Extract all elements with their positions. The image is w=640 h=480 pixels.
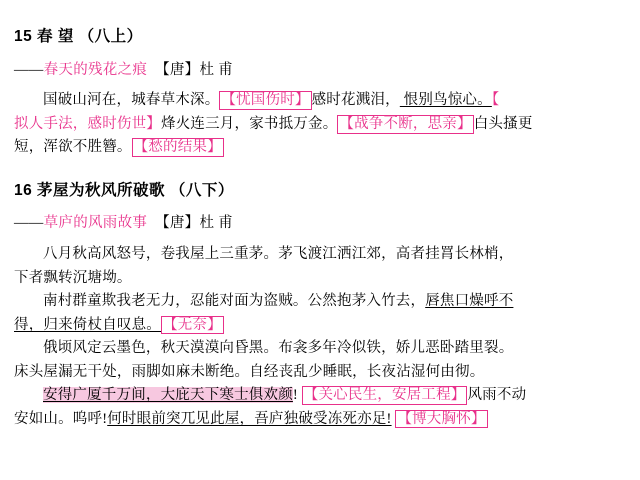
text-run: 床头屋漏无干处，雨脚如麻未断绝。自经丧乱少睡眠，长夜沾湿何由彻。 [14, 363, 485, 380]
poem-line [14, 113, 626, 136]
text-run: 城春草木深。 [131, 92, 220, 109]
poem-block-2 [0, 182, 640, 431]
poem-line [14, 89, 626, 112]
poem-body-2 [14, 243, 626, 431]
poem-line [14, 384, 626, 407]
underlined-text: 得，归来倚杖自叹息。 [14, 316, 161, 333]
poem-subtitle-1 [14, 61, 626, 80]
text-run: 白头搔更 [473, 115, 533, 132]
subtitle-dash-1: —— [14, 61, 44, 78]
annotation-tag: 【忧国伤时】 [221, 92, 310, 109]
text-run: 俄顷风定云墨色，秋天漠漠向昏黑。布衾多年冷似铁，娇儿恶卧踏里裂。 [43, 340, 514, 357]
underlined-text: 恨别鸟惊心。 [399, 92, 492, 109]
poem-title-1: 15 春 望 （八上） [14, 28, 143, 45]
poem-line [14, 337, 626, 360]
text-run: 八月秋高风怒号，卷我屋上三重茅。茅飞渡江洒江郊，高者挂罥长林梢， [43, 246, 514, 263]
poem-line [14, 136, 626, 159]
poem-line [14, 408, 626, 431]
poem-line [14, 290, 626, 313]
text-run: 下者飘转沉塘坳。 [14, 269, 132, 286]
annotation-tag: 【博大胸怀】 [397, 410, 486, 427]
subtitle-theme-2: 草庐的风雨故事 [43, 215, 148, 232]
underlined-text: 唇焦口燥呼不 [425, 293, 514, 310]
subtitle-dash-2: —— [14, 215, 44, 232]
poem-line [14, 267, 626, 290]
annotation-tag: 拟人手法，感时伤世】 [14, 115, 161, 132]
text-run: 烽火连三月，家书抵万金。 [161, 115, 338, 132]
annotation-tag: 【无奈】 [163, 316, 222, 333]
poem-author-1: 【唐】杜 甫 [155, 61, 234, 78]
poem-body-1 [14, 89, 626, 159]
poem-subtitle-2 [14, 214, 626, 233]
highlighted-text: 安得广厦千万间，大庇天下寒士俱欢颜 [43, 387, 293, 404]
poem-title-2: 16 茅屋为秋风所破歌 （八下） [14, 181, 234, 199]
poem-line [14, 314, 626, 337]
poem-block-1 [0, 28, 640, 160]
annotation-tag-open: 【 [491, 92, 500, 109]
poem-line [14, 243, 626, 266]
annotation-tag: 【关心民生，安居工程】 [303, 387, 466, 404]
text-run: 风雨不动 [467, 387, 527, 404]
annotation-tag: 【愁的结果】 [133, 139, 222, 156]
text-run: 国破山河在， [43, 92, 132, 109]
poem-line [14, 361, 626, 384]
annotation-tag: 【战争不断，思亲】 [339, 115, 472, 132]
text-run: 安如山。呜呼! [14, 410, 108, 427]
subtitle-theme-1: 春天的残花之痕 [43, 61, 148, 78]
text-run: 南村群童欺我老无力，忍能对面为盗贼。公然抱茅入竹去， [43, 293, 426, 310]
text-run: 感时花溅泪， [311, 92, 400, 109]
document-page [0, 28, 640, 480]
text-run: ! [292, 387, 302, 404]
poem-author-2: 【唐】杜 甫 [155, 215, 234, 232]
underlined-text: 何时眼前突兀见此屋，吾庐独破受冻死亦足! [107, 410, 392, 427]
text-run: 短，浑欲不胜簪。 [14, 139, 132, 156]
